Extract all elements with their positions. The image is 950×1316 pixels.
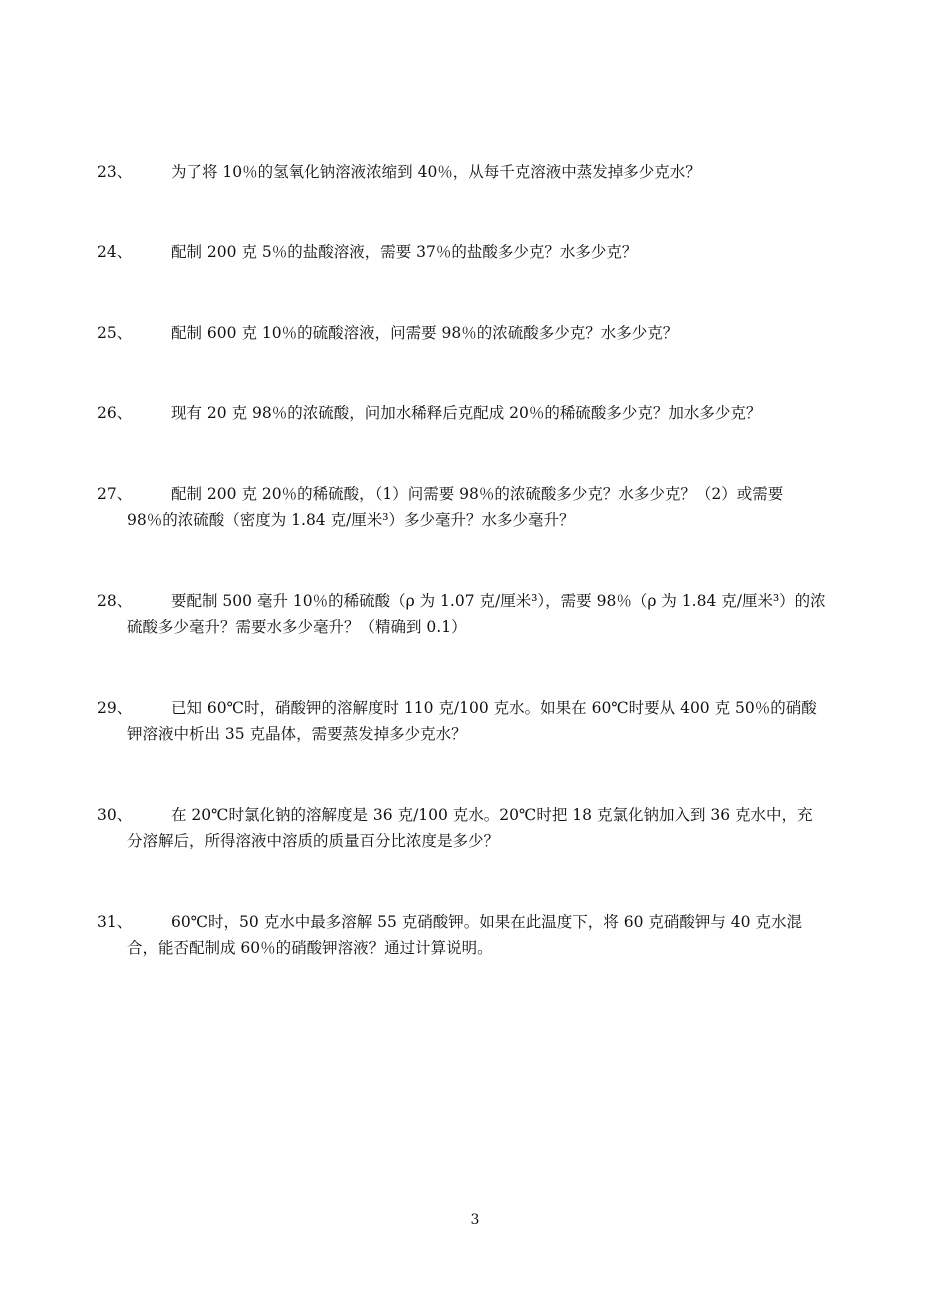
question-text-continued: 98％的浓硫酸（密度为 1.84 克/厘米³）多少毫升？水多少毫升？ — [127, 511, 575, 529]
question-30 — [97, 802, 857, 854]
question-27 — [97, 481, 857, 533]
question-text-continued: 分溶解后，所得溶液中溶质的质量百分比浓度是多少？ — [127, 832, 500, 850]
question-text: 配制 200 克 5％的盐酸溶液，需要 37％的盐酸多少克？水多少克？ — [171, 243, 638, 261]
question-text: 已知 60℃时，硝酸钾的溶解度时 110 克/100 克水。如果在 60℃时要从 400 克 50％的硝酸 — [171, 699, 817, 717]
question-29 — [97, 695, 857, 747]
question-text: 配制 600 克 10％的硫酸溶液，问需要 98％的浓硫酸多少克？水多少克？ — [171, 324, 679, 342]
question-text: 现有 20 克 98％的浓硫酸，问加水稀释后克配成 20％的稀硫酸多少克？加水多少克？ — [171, 404, 762, 422]
question-number: 23、 — [97, 163, 133, 181]
question-text: 配制 200 克 20％的稀硫酸，（1）问需要 98％的浓硫酸多少克？水多少克？（2）或需要 — [171, 485, 784, 503]
question-number: 30、 — [97, 806, 133, 824]
question-24 — [97, 239, 857, 265]
question-26 — [97, 400, 857, 426]
question-text-continued: 硫酸多少毫升？需要水多少毫升？（精确到 0.1） — [127, 618, 467, 636]
question-number: 25、 — [97, 324, 133, 342]
question-text: 在 20℃时氯化钠的溶解度是 36 克/100 克水。20℃时把 18 克氯化钠加入到 36 克水中，充 — [171, 806, 813, 824]
question-text: 要配制 500 毫升 10％的稀硫酸（ρ 为 1.07 克/厘米³），需要 98％（ρ 为 1.84 克/厘米³）的浓 — [171, 592, 826, 610]
question-25 — [97, 320, 857, 346]
question-text: 为了将 10％的氢氧化钠溶液浓缩到 40％，从每千克溶液中蒸发掉多少克水？ — [171, 163, 701, 181]
question-text-continued: 合，能否配制成 60％的硝酸钾溶液？通过计算说明。 — [127, 939, 493, 957]
page-number: 3 — [470, 1212, 480, 1228]
question-number: 24、 — [97, 243, 133, 261]
question-number: 31、 — [97, 913, 133, 931]
question-number: 27、 — [97, 485, 133, 503]
question-31 — [97, 909, 857, 961]
question-number: 28、 — [97, 592, 133, 610]
question-28 — [97, 588, 857, 640]
question-number: 29、 — [97, 699, 133, 717]
question-23 — [97, 159, 857, 185]
question-text: 60℃时，50 克水中最多溶解 55 克硝酸钾。如果在此温度下，将 60 克硝酸钾与 40 克水混 — [171, 913, 802, 931]
question-text-continued: 钾溶液中析出 35 克晶体，需要蒸发掉多少克水？ — [127, 725, 467, 743]
question-number: 26、 — [97, 404, 133, 422]
